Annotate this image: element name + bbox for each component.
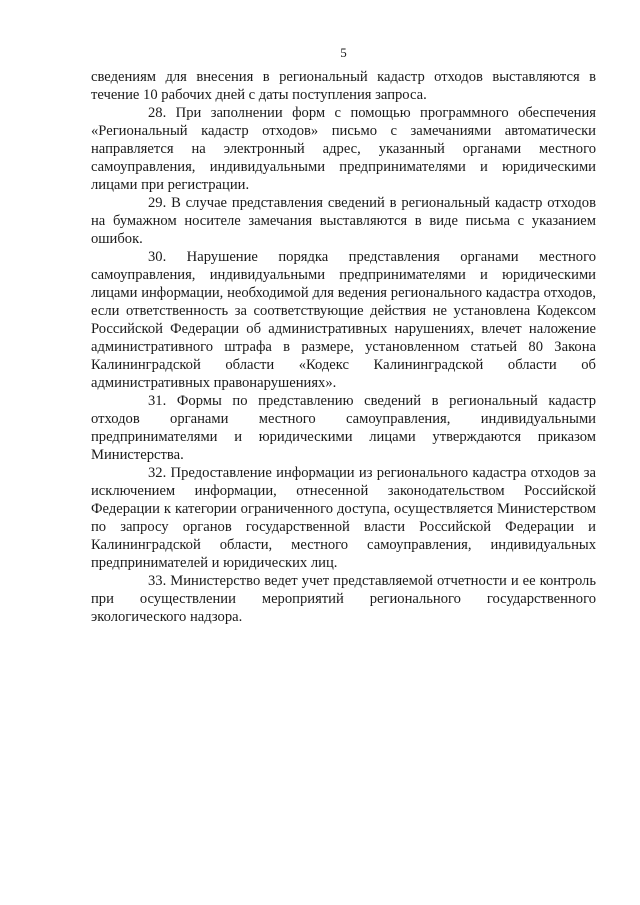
document-body [91,68,596,626]
paragraph-33: 33. Министерство ведет учет представляемой отчетности и ее контроль при осуществлении мероприятий регионального государственного экологического надзора. [91,573,596,625]
paragraph-31: 31. Формы по представлению сведений в региональный кадастр отходов органами местного самоуправления, индивидуальными предпринимателями и юридическими лицами утверждаются приказом Министерства. [91,393,596,463]
page-number: 5 [340,45,347,60]
paragraph-30: 30. Нарушение порядка представления органами местного самоуправления, индивидуальными предпринимателями и юридическими лицами информации, необходимой для ведения регионального кадастра отходов, если ответственность за соответствующие действия не установлена Кодексом Российской Федерации об административных нарушениях, влечет наложение административного штрафа в размере, установленном статьей 80 Закона Калининградской области «Кодекс Калининградской области об административных правонарушениях». [91,249,596,391]
paragraph-29: 29. В случае представления сведений в региональный кадастр отходов на бумажном носителе замечания выставляются в виде письма с указанием ошибок. [91,195,596,247]
paragraph-continuation: сведениям для внесения в региональный кадастр отходов выставляются в течение 10 рабочих дней с даты поступления запроса. [91,69,596,103]
paragraph-28: 28. При заполнении форм с помощью программного обеспечения «Региональный кадастр отходов» письмо с замечаниями автоматически направляется на электронный адрес, указанный органами местного самоуправления, индивидуальными предпринимателями и юридическими лицами при регистрации. [91,105,596,193]
paragraph-32: 32. Предоставление информации из регионального кадастра отходов за исключением информации, отнесенной законодательством Российской Федерации к категории ограниченного доступа, осуществляется Министерством по запросу органов государственной власти Российской Федерации и Калининградской области, местного самоуправления, индивидуальных предпринимателей и юридических лиц. [91,465,596,571]
